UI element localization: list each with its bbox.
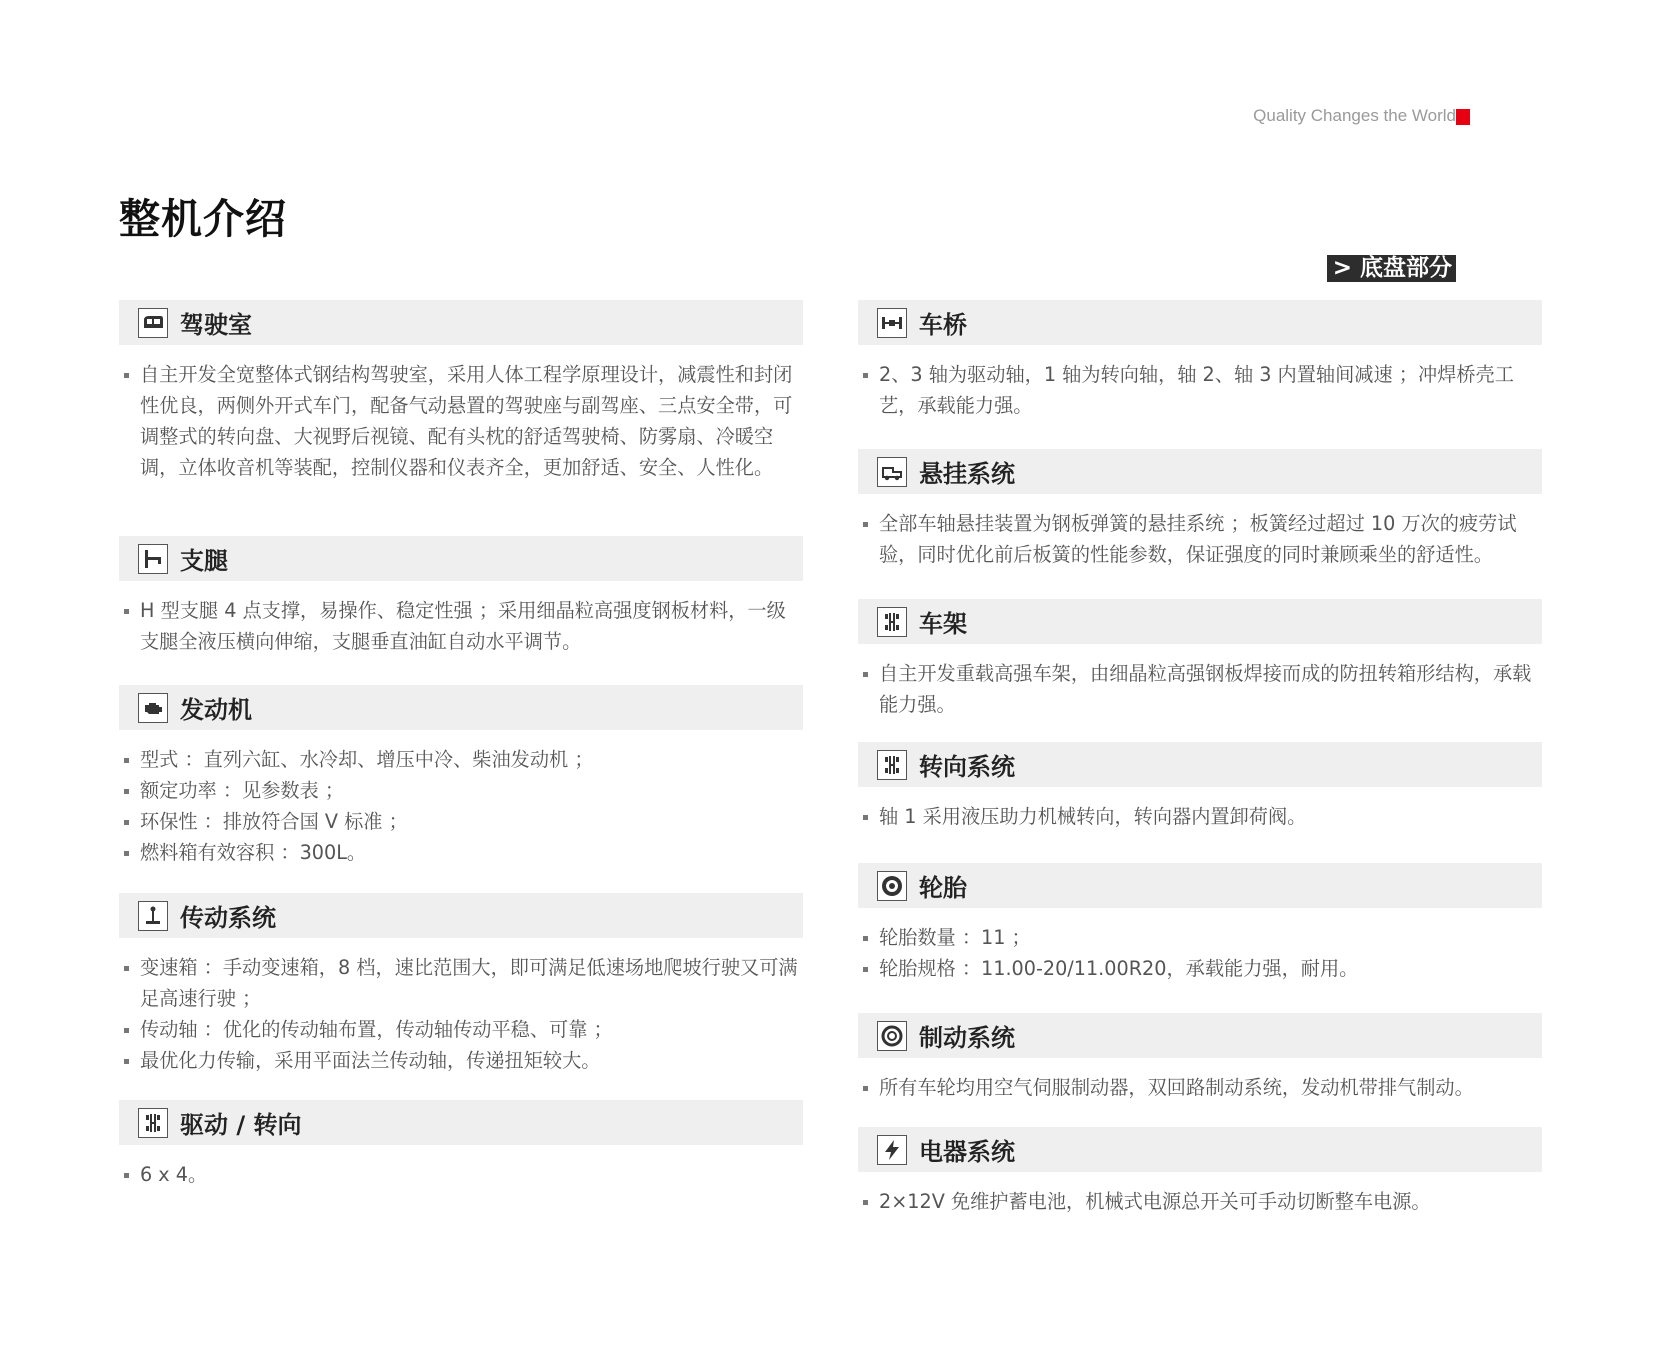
section-list	[858, 1072, 1542, 1103]
chassis-frame-icon	[877, 750, 907, 780]
outrigger-icon	[138, 544, 168, 574]
section-title: 驾驶室	[180, 311, 252, 339]
list-item: 轴 1 采用液压助力机械转向，转向器内置卸荷阀。	[858, 801, 1542, 832]
section	[119, 685, 803, 868]
section-list	[858, 658, 1542, 720]
section	[858, 1127, 1542, 1217]
list-item: 自主开发重载高强车架，由细晶粒高强钢板焊接而成的防扭转箱形结构，承载能力强。	[858, 658, 1542, 720]
list-item: 变速箱 ：手动变速箱，8 档，速比范围大，即可满足低速场地爬坡行驶又可满足高速行驶 ；	[119, 952, 803, 1014]
axle-icon	[877, 308, 907, 338]
section-list	[119, 595, 803, 657]
section-title: 车桥	[919, 311, 967, 339]
section-title: 电器系统	[919, 1138, 1015, 1166]
section-title: 转向系统	[919, 753, 1015, 781]
lightning-icon	[877, 1135, 907, 1165]
section-header	[858, 599, 1542, 644]
section-header	[119, 536, 803, 581]
list-item: 6 x 4。	[119, 1159, 803, 1190]
section-list	[119, 359, 803, 483]
section-list	[119, 1159, 803, 1190]
section-title: 传动系统	[180, 904, 276, 932]
page-title: 整机介绍	[119, 195, 287, 243]
section-header	[858, 449, 1542, 494]
cab-icon	[138, 308, 168, 338]
list-item: 全部车轴悬挂装置为钢板弹簧的悬挂系统 ；板簧经过超过 10 万次的疲劳试验，同时优化前后板簧的性能参数，保证强度的同时兼顾乘坐的舒适性。	[858, 508, 1542, 570]
list-item: 额定功率 ：见参数表 ；	[119, 775, 803, 806]
list-item: 轮胎规格 ：11.00-20/11.00R20，承载能力强，耐用。	[858, 953, 1542, 984]
section	[119, 1100, 803, 1190]
chassis-section-badge: > 底盘部分	[1327, 255, 1456, 282]
list-item: 型式 ：直列六缸、水冷却、增压中冷、柴油发动机 ；	[119, 744, 803, 775]
brand-square	[1456, 109, 1470, 125]
list-item: 2×12V 免维护蓄电池，机械式电源总开关可手动切断整车电源。	[858, 1186, 1542, 1217]
list-item: 自主开发全宽整体式钢结构驾驶室，采用人体工程学原理设计，减震性和封闭性优良，两侧外开式车门，配备气动悬置的驾驶座与副驾座、三点安全带，可调整式的转向盘、大视野后视镜、配有头枕的舒适驾驶椅、防雾扇、冷暖空调，立体收音机等装配，控制仪器和仪表齐全，更加舒适、安全、人性化。	[119, 359, 803, 483]
section-title: 发动机	[180, 696, 252, 724]
engine-icon	[138, 693, 168, 723]
section	[858, 449, 1542, 570]
suspension-icon	[877, 457, 907, 487]
section	[858, 599, 1542, 720]
list-item: 环保性 ：排放符合国 V 标准 ；	[119, 806, 803, 837]
section-list	[858, 801, 1542, 832]
section-list	[119, 744, 803, 868]
section-header	[858, 300, 1542, 345]
section	[858, 742, 1542, 832]
tire-icon	[877, 871, 907, 901]
list-item: H 型支腿 4 点支撑，易操作、稳定性强 ；采用细晶粒高强度钢板材料，一级支腿全液压横向伸缩，支腿垂直油缸自动水平调节。	[119, 595, 803, 657]
list-item: 轮胎数量 ：11 ；	[858, 922, 1542, 953]
section-header	[858, 742, 1542, 787]
section	[119, 300, 803, 483]
section-list	[858, 1186, 1542, 1217]
section-title: 支腿	[180, 547, 228, 575]
chassis-frame-icon	[877, 607, 907, 637]
list-item: 传动轴 ：优化的传动轴布置，传动轴传动平稳、可靠 ；	[119, 1014, 803, 1045]
section-list	[858, 922, 1542, 984]
list-item: 所有车轮均用空气伺服制动器，双回路制动系统，发动机带排气制动。	[858, 1072, 1542, 1103]
gear-shift-icon	[138, 901, 168, 931]
section-title: 制动系统	[919, 1024, 1015, 1052]
section-list	[858, 359, 1542, 421]
section-list	[858, 508, 1542, 570]
section	[858, 1013, 1542, 1103]
list-item: 最优化力传输，采用平面法兰传动轴，传递扭矩较大。	[119, 1045, 803, 1076]
section	[858, 863, 1542, 984]
section-header	[858, 1127, 1542, 1172]
tagline: Quality Changes the World	[1253, 106, 1456, 125]
section-title: 轮胎	[919, 874, 967, 902]
section-header	[119, 893, 803, 938]
section-list	[119, 952, 803, 1076]
section-header	[119, 300, 803, 345]
section	[119, 536, 803, 657]
chassis-frame-icon	[138, 1108, 168, 1138]
section-header	[858, 863, 1542, 908]
section-title: 车架	[919, 610, 967, 638]
list-item: 燃料箱有效容积 ：300L。	[119, 837, 803, 868]
section-title: 悬挂系统	[919, 460, 1015, 488]
section	[858, 300, 1542, 421]
section-header	[858, 1013, 1542, 1058]
brake-icon	[877, 1021, 907, 1051]
list-item: 2、3 轴为驱动轴，1 轴为转向轴，轴 2、轴 3 内置轴间减速 ；冲焊桥壳工艺，承载能力强。	[858, 359, 1542, 421]
section-title: 驱动 / 转向	[180, 1111, 302, 1139]
section	[119, 893, 803, 1076]
section-header	[119, 685, 803, 730]
section-header	[119, 1100, 803, 1145]
